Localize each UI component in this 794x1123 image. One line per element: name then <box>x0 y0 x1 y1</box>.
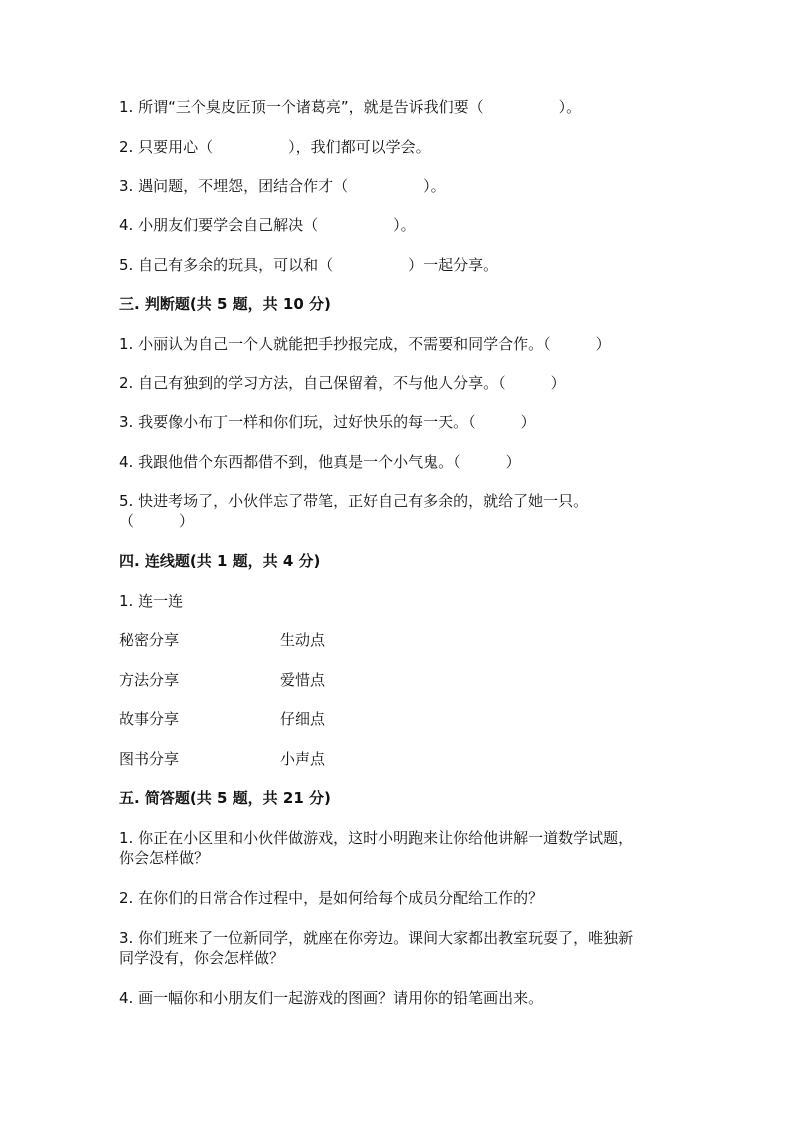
short-answer-heading: 五. 简答题(共 5 题，共 21 分) <box>119 789 331 807</box>
match-right-item-3: 仔细点 <box>280 710 326 728</box>
fill-blank-item-3: 3. 遇问题，不埋怨，团结合作才（ ）。 <box>119 177 446 195</box>
judge-item-3: 3. 我要像小布丁一样和你们玩，过好快乐的每一天。（ ） <box>119 413 536 431</box>
judge-item-4: 4. 我跟他借个东西都借不到，他真是一个小气鬼。（ ） <box>119 453 521 471</box>
short-answer-q1-line2: 你会怎样做？ <box>119 849 210 867</box>
match-question: 1. 连一连 <box>119 592 184 610</box>
match-right-item-4: 小声点 <box>280 750 326 768</box>
judge-item-5-answer-blank: （ ） <box>119 512 195 530</box>
fill-blank-item-1: 1. 所谓“三个臭皮匠顶一个诸葛亮”，就是告诉我们要（ ）。 <box>119 98 582 116</box>
short-answer-q3-line2: 同学没有，你会怎样做？ <box>119 949 285 967</box>
match-left-item-2: 方法分享 <box>119 671 180 689</box>
short-answer-q3-line1: 3. 你们班来了一位新同学，就座在你旁边。课间大家都出教室玩耍了，唯独新 <box>119 929 634 947</box>
judge-item-5: 5. 快进考场了，小伙伴忘了带笔，正好自己有多余的，就给了她一只。 <box>119 492 589 510</box>
judge-item-1: 1. 小丽认为自己一个人就能把手抄报完成，不需要和同学合作。（ ） <box>119 335 611 353</box>
match-right-item-1: 生动点 <box>280 631 326 649</box>
short-answer-q4: 4. 画一幅你和小朋友们一起游戏的图画？请用你的铅笔画出来。 <box>119 989 544 1007</box>
fill-blank-item-2: 2. 只要用心（ ），我们都可以学会。 <box>119 138 431 156</box>
fill-blank-item-4: 4. 小朋友们要学会自己解决（ ）。 <box>119 216 416 234</box>
judge-item-2: 2. 自己有独到的学习方法，自己保留着，不与他人分享。（ ） <box>119 374 566 392</box>
match-left-item-3: 故事分享 <box>119 710 180 728</box>
fill-blank-item-5: 5. 自己有多余的玩具，可以和（ ）一起分享。 <box>119 256 499 274</box>
match-heading: 四. 连线题(共 1 题，共 4 分) <box>119 552 321 570</box>
match-right-item-2: 爱惜点 <box>280 671 326 689</box>
short-answer-q2: 2. 在你们的日常合作过程中，是如何给每个成员分配给工作的？ <box>119 889 544 907</box>
short-answer-q1-line1: 1. 你正在小区里和小伙伴做游戏，这时小明跑来让你给他讲解一道数学试题， <box>119 829 634 847</box>
match-left-item-4: 图书分享 <box>119 750 180 768</box>
judge-heading: 三. 判断题(共 5 题，共 10 分) <box>119 295 331 313</box>
match-left-item-1: 秘密分享 <box>119 631 180 649</box>
